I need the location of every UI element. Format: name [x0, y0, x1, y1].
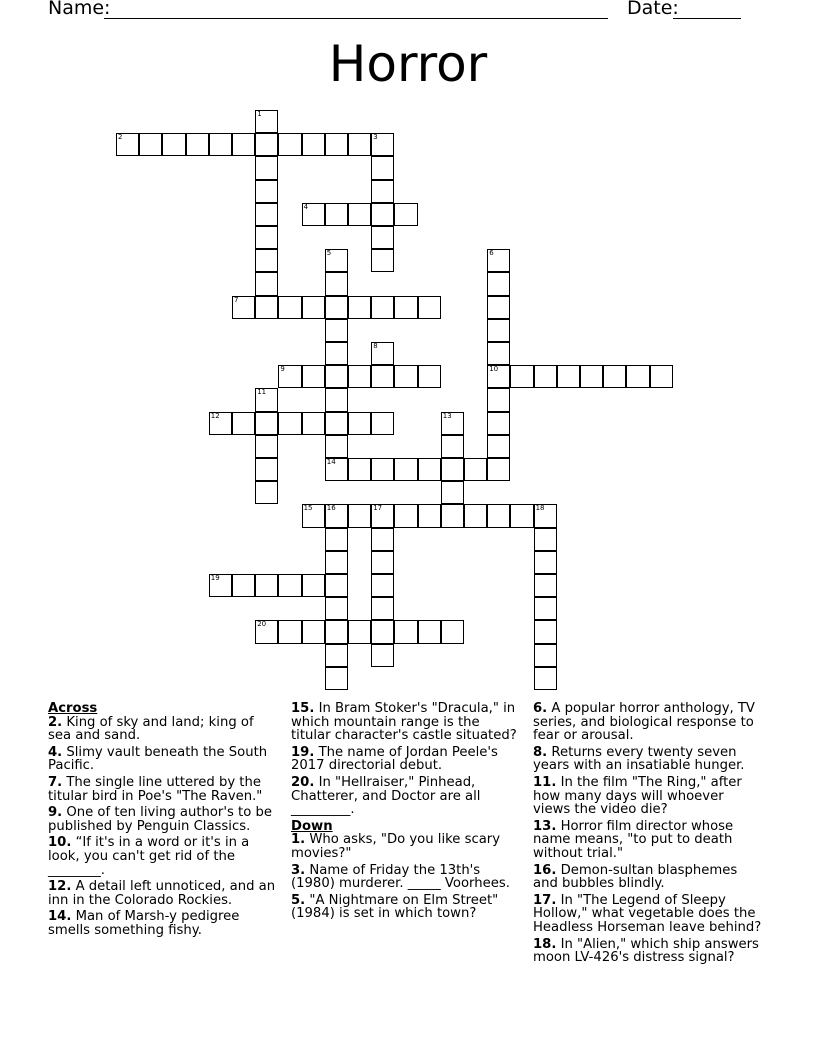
clue-item	[291, 864, 523, 891]
grid-cell[interactable]	[487, 342, 510, 365]
grid-cell[interactable]	[139, 133, 162, 156]
grid-cell[interactable]	[487, 412, 510, 435]
clue-column-1	[48, 702, 280, 941]
clue-text: "A Nightmare on Elm Street" (1984) is set in which town?	[291, 892, 499, 922]
grid-cell[interactable]	[325, 504, 348, 527]
grid-cell[interactable]	[487, 365, 510, 388]
grid-cell[interactable]	[371, 504, 394, 527]
clue-number: 4.	[48, 744, 63, 760]
cell-number: 11	[257, 388, 267, 397]
clue-text: In "The Legend of Sleepy Hollow," what vegetable does the Headless Horseman leave behind?	[533, 892, 762, 935]
clue-number: 11.	[533, 774, 557, 790]
grid-cell[interactable]	[116, 133, 139, 156]
grid-cell[interactable]	[371, 458, 394, 481]
grid-cell[interactable]	[418, 458, 441, 481]
cell-number: 3	[373, 133, 378, 142]
grid-cell[interactable]	[255, 458, 278, 481]
clue-number: 14.	[48, 909, 72, 925]
clue-text: Slimy vault beneath the South Pacific.	[48, 744, 268, 774]
grid-cell[interactable]	[580, 365, 603, 388]
grid-cell[interactable]	[371, 156, 394, 179]
cell-number: 14	[326, 458, 336, 466]
grid-cell[interactable]	[325, 319, 348, 342]
grid-cell[interactable]	[534, 620, 557, 643]
clue-number: 1.	[291, 832, 306, 848]
grid-cell[interactable]	[371, 412, 394, 435]
grid-cell[interactable]	[325, 597, 348, 620]
cell-number: 7	[234, 295, 239, 304]
cell-number: 13	[442, 411, 452, 420]
grid-cell[interactable]	[255, 574, 278, 597]
grid-cell[interactable]	[209, 133, 232, 156]
clue-text: The single line uttered by the titular bird in Poe's "The Raven."	[48, 774, 263, 804]
across-clue-list	[48, 716, 280, 938]
grid-cell[interactable]	[371, 644, 394, 667]
grid-cell[interactable]	[325, 667, 348, 690]
cell-number: 1	[257, 110, 262, 118]
grid-cell[interactable]	[325, 342, 348, 365]
grid-cell[interactable]	[232, 574, 255, 597]
clue-text: The name of Jordan Peele's 2017 directorial debut.	[291, 744, 498, 774]
grid-cell[interactable]	[534, 644, 557, 667]
clue-item	[48, 746, 280, 773]
grid-cell[interactable]	[348, 133, 371, 156]
cell-number: 18	[535, 504, 545, 513]
grid-cell[interactable]	[278, 412, 301, 435]
grid-cell[interactable]	[325, 528, 348, 551]
date-label: Date:	[627, 0, 679, 19]
grid-cell[interactable]	[418, 620, 441, 643]
clue-number: 13.	[533, 818, 557, 834]
grid-cell[interactable]	[348, 620, 371, 643]
clue-text: Demon-sultan blasphemes and bubbles blindly.	[533, 862, 738, 892]
grid-cell[interactable]	[441, 458, 464, 481]
grid-cell[interactable]	[325, 412, 348, 435]
clue-text: Returns every twenty seven years with an insatiable hunger.	[533, 744, 745, 774]
cell-number: 10	[489, 365, 499, 374]
clue-text: In "Hellraiser," Pinhead, Chatterer, and Doctor are all _________.	[291, 774, 481, 818]
clue-text: Horror film director whose name means, "to put to death without trial."	[533, 818, 734, 861]
grid-cell[interactable]	[394, 504, 417, 527]
grid-cell[interactable]	[534, 574, 557, 597]
grid-cell[interactable]	[441, 435, 464, 458]
grid-cell[interactable]	[394, 296, 417, 319]
clue-number: 19.	[291, 744, 315, 760]
grid-cell[interactable]	[325, 644, 348, 667]
clue-item	[48, 836, 280, 877]
grid-cell[interactable]	[302, 365, 325, 388]
cell-number: 15	[303, 504, 313, 513]
clue-number: 17.	[533, 892, 557, 908]
grid-cell[interactable]	[302, 412, 325, 435]
clue-number: 5.	[291, 892, 306, 908]
grid-cell[interactable]	[232, 412, 255, 435]
clue-number: 18.	[533, 936, 557, 952]
clue-number: 8.	[533, 744, 548, 760]
clue-text: In Bram Stoker's "Dracula," in which mountain range is the titular character's castle situated?	[291, 701, 517, 744]
grid-cell[interactable]	[487, 435, 510, 458]
grid-cell[interactable]	[371, 180, 394, 203]
clue-number: 12.	[48, 879, 72, 895]
clue-number: 9.	[48, 805, 63, 821]
cell-number: 17	[373, 504, 383, 513]
grid-cell[interactable]	[278, 620, 301, 643]
clue-number: 7.	[48, 774, 63, 790]
clue-item	[291, 894, 523, 921]
grid-cell[interactable]	[441, 620, 464, 643]
grid-cell[interactable]	[487, 504, 510, 527]
grid-cell[interactable]	[394, 620, 417, 643]
grid-cell[interactable]	[325, 458, 348, 481]
clue-text: In "Alien," which ship answers moon LV-426's distress signal?	[533, 936, 759, 966]
grid-cell[interactable]	[650, 365, 673, 388]
cell-number: 4	[303, 202, 309, 211]
grid-cell[interactable]	[255, 388, 278, 411]
cell-number: 2	[118, 133, 123, 142]
cell-number: 5	[326, 249, 332, 258]
grid-cell[interactable]	[371, 133, 394, 156]
clue-item	[48, 910, 280, 937]
grid-cell[interactable]	[371, 528, 394, 551]
grid-cell[interactable]	[278, 574, 301, 597]
grid-cell[interactable]	[371, 597, 394, 620]
clue-item	[533, 746, 765, 773]
clue-item	[48, 716, 280, 743]
clue-text: Man of Marsh-y pedigree smells something fishy.	[48, 909, 240, 938]
grid-cell[interactable]	[255, 203, 278, 226]
grid-cell[interactable]	[302, 620, 325, 643]
grid-cell[interactable]	[487, 319, 510, 342]
grid-cell[interactable]	[418, 504, 441, 527]
clue-number: 20.	[291, 774, 315, 790]
grid-cell[interactable]	[255, 226, 278, 249]
clue-text: In the film "The Ring," after how many days will whoever views the video die?	[533, 774, 742, 818]
clue-item	[48, 806, 280, 833]
grid-cell[interactable]	[418, 365, 441, 388]
grid-cell[interactable]	[348, 296, 371, 319]
grid-cell[interactable]	[510, 504, 533, 527]
cell-number: 12	[210, 411, 220, 420]
grid-cell[interactable]	[371, 365, 394, 388]
grid-cell[interactable]	[255, 180, 278, 203]
grid-cell[interactable]	[371, 296, 394, 319]
grid-cell[interactable]	[302, 296, 325, 319]
grid-cell[interactable]	[255, 133, 278, 156]
grid-cell[interactable]	[348, 504, 371, 527]
clue-item	[533, 938, 765, 965]
grid-cell[interactable]	[371, 249, 394, 272]
grid-cell[interactable]	[302, 504, 325, 527]
grid-cell[interactable]	[325, 574, 348, 597]
clue-text: A popular horror anthology, TV series, and biological response to fear or arousal.	[533, 701, 755, 744]
grid-cell[interactable]	[626, 365, 649, 388]
grid-cell[interactable]	[255, 110, 278, 133]
grid-cell[interactable]	[394, 458, 417, 481]
grid-cell[interactable]	[232, 296, 255, 319]
clue-item	[291, 833, 523, 860]
across-clue-list-continued	[291, 702, 523, 817]
cell-number: 9	[280, 365, 285, 374]
grid-cell[interactable]	[371, 551, 394, 574]
grid-cell[interactable]	[394, 365, 417, 388]
grid-cell[interactable]	[325, 551, 348, 574]
grid-cell[interactable]	[534, 365, 557, 388]
down-heading: Down	[291, 818, 333, 834]
grid-cell[interactable]	[209, 412, 232, 435]
grid-cell[interactable]	[534, 528, 557, 551]
grid-cell[interactable]	[394, 203, 417, 226]
clue-text: A detail left unnoticed, and an inn in the Colorado Rockies.	[48, 879, 276, 908]
clue-number: 6.	[533, 701, 548, 716]
clue-number: 2.	[48, 714, 63, 730]
grid-cell[interactable]	[487, 272, 510, 295]
clue-text: “If it's in a word or it's in a look, you can't get rid of the ________.	[48, 835, 250, 878]
clue-item	[291, 702, 523, 743]
grid-cell[interactable]	[325, 272, 348, 295]
cell-number: 8	[373, 342, 378, 350]
grid-cell[interactable]	[302, 203, 325, 226]
grid-cell[interactable]	[302, 133, 325, 156]
clue-column-2	[291, 702, 523, 924]
grid-cell[interactable]	[418, 296, 441, 319]
grid-cell[interactable]	[464, 504, 487, 527]
grid-cell[interactable]	[441, 504, 464, 527]
cell-number: 20	[257, 620, 267, 629]
clue-item	[533, 702, 765, 743]
puzzle-title: Horror	[328, 35, 488, 93]
cell-number: 19	[210, 574, 220, 582]
grid-cell[interactable]	[534, 551, 557, 574]
grid-cell[interactable]	[278, 133, 301, 156]
grid-cell[interactable]	[534, 667, 557, 690]
clue-number: 10.	[48, 835, 72, 851]
clue-text: Name of Friday the 13th's (1980) murderer. _____ Voorhees.	[291, 862, 510, 892]
grid-cell[interactable]	[162, 133, 185, 156]
grid-cell[interactable]	[603, 365, 626, 388]
grid-cell[interactable]	[255, 296, 278, 319]
clue-item	[533, 894, 765, 935]
grid-cell[interactable]	[487, 458, 510, 481]
grid-cell[interactable]	[325, 133, 348, 156]
grid-cell[interactable]	[487, 296, 510, 319]
clue-number: 15.	[291, 701, 315, 716]
grid-cell[interactable]	[348, 365, 371, 388]
grid-cell[interactable]	[325, 435, 348, 458]
grid-cell[interactable]	[325, 620, 348, 643]
grid-cell[interactable]	[325, 365, 348, 388]
grid-cell[interactable]	[209, 574, 232, 597]
grid-cell[interactable]	[534, 504, 557, 527]
grid-cell[interactable]	[557, 365, 580, 388]
grid-cell[interactable]	[255, 412, 278, 435]
clue-item	[533, 776, 765, 817]
grid-cell[interactable]	[441, 412, 464, 435]
clue-item	[48, 880, 280, 907]
grid-cell[interactable]	[371, 226, 394, 249]
grid-cell[interactable]	[441, 481, 464, 504]
grid-cell[interactable]	[255, 249, 278, 272]
cell-number: 6	[489, 249, 494, 258]
clue-item	[48, 776, 280, 803]
grid-cell[interactable]	[232, 133, 255, 156]
grid-cell[interactable]	[325, 296, 348, 319]
down-clue-list	[291, 833, 523, 921]
grid-cell[interactable]	[255, 156, 278, 179]
clue-item	[291, 746, 523, 773]
grid-cell[interactable]	[255, 272, 278, 295]
clue-text: King of sky and land; king of sea and sand.	[48, 714, 254, 744]
grid-cell[interactable]	[325, 388, 348, 411]
grid-cell[interactable]	[534, 597, 557, 620]
clue-item	[291, 776, 523, 817]
clue-number: 3.	[291, 862, 306, 878]
grid-cell[interactable]	[487, 388, 510, 411]
clue-number: 16.	[533, 862, 557, 878]
clue-text: One of ten living author's to be published by Penguin Classics.	[48, 805, 272, 834]
across-heading: Across	[48, 701, 98, 716]
grid-cell[interactable]	[325, 249, 348, 272]
grid-cell[interactable]	[487, 249, 510, 272]
cell-number: 16	[326, 504, 336, 513]
grid-cell[interactable]	[464, 458, 487, 481]
clue-item	[533, 820, 765, 861]
grid-cell[interactable]	[348, 203, 371, 226]
grid-cell[interactable]	[186, 133, 209, 156]
clue-text: Who asks, "Do you like scary movies?"	[291, 832, 501, 861]
grid-cell[interactable]	[348, 458, 371, 481]
grid-cell[interactable]	[255, 481, 278, 504]
grid-cell[interactable]	[348, 412, 371, 435]
grid-cell[interactable]	[325, 203, 348, 226]
grid-cell[interactable]	[510, 365, 533, 388]
grid-cell[interactable]	[255, 435, 278, 458]
down-clue-list-continued	[533, 702, 765, 965]
grid-cell[interactable]	[255, 620, 278, 643]
grid-cell[interactable]	[278, 365, 301, 388]
grid-cell[interactable]	[302, 574, 325, 597]
name-label: Name:	[48, 0, 111, 19]
grid-cell[interactable]	[371, 620, 394, 643]
clue-item	[533, 864, 765, 891]
grid-cell[interactable]	[371, 203, 394, 226]
grid-cell[interactable]	[371, 342, 394, 365]
clue-column-3	[533, 702, 765, 968]
grid-cell[interactable]	[371, 574, 394, 597]
grid-cell[interactable]	[278, 296, 301, 319]
